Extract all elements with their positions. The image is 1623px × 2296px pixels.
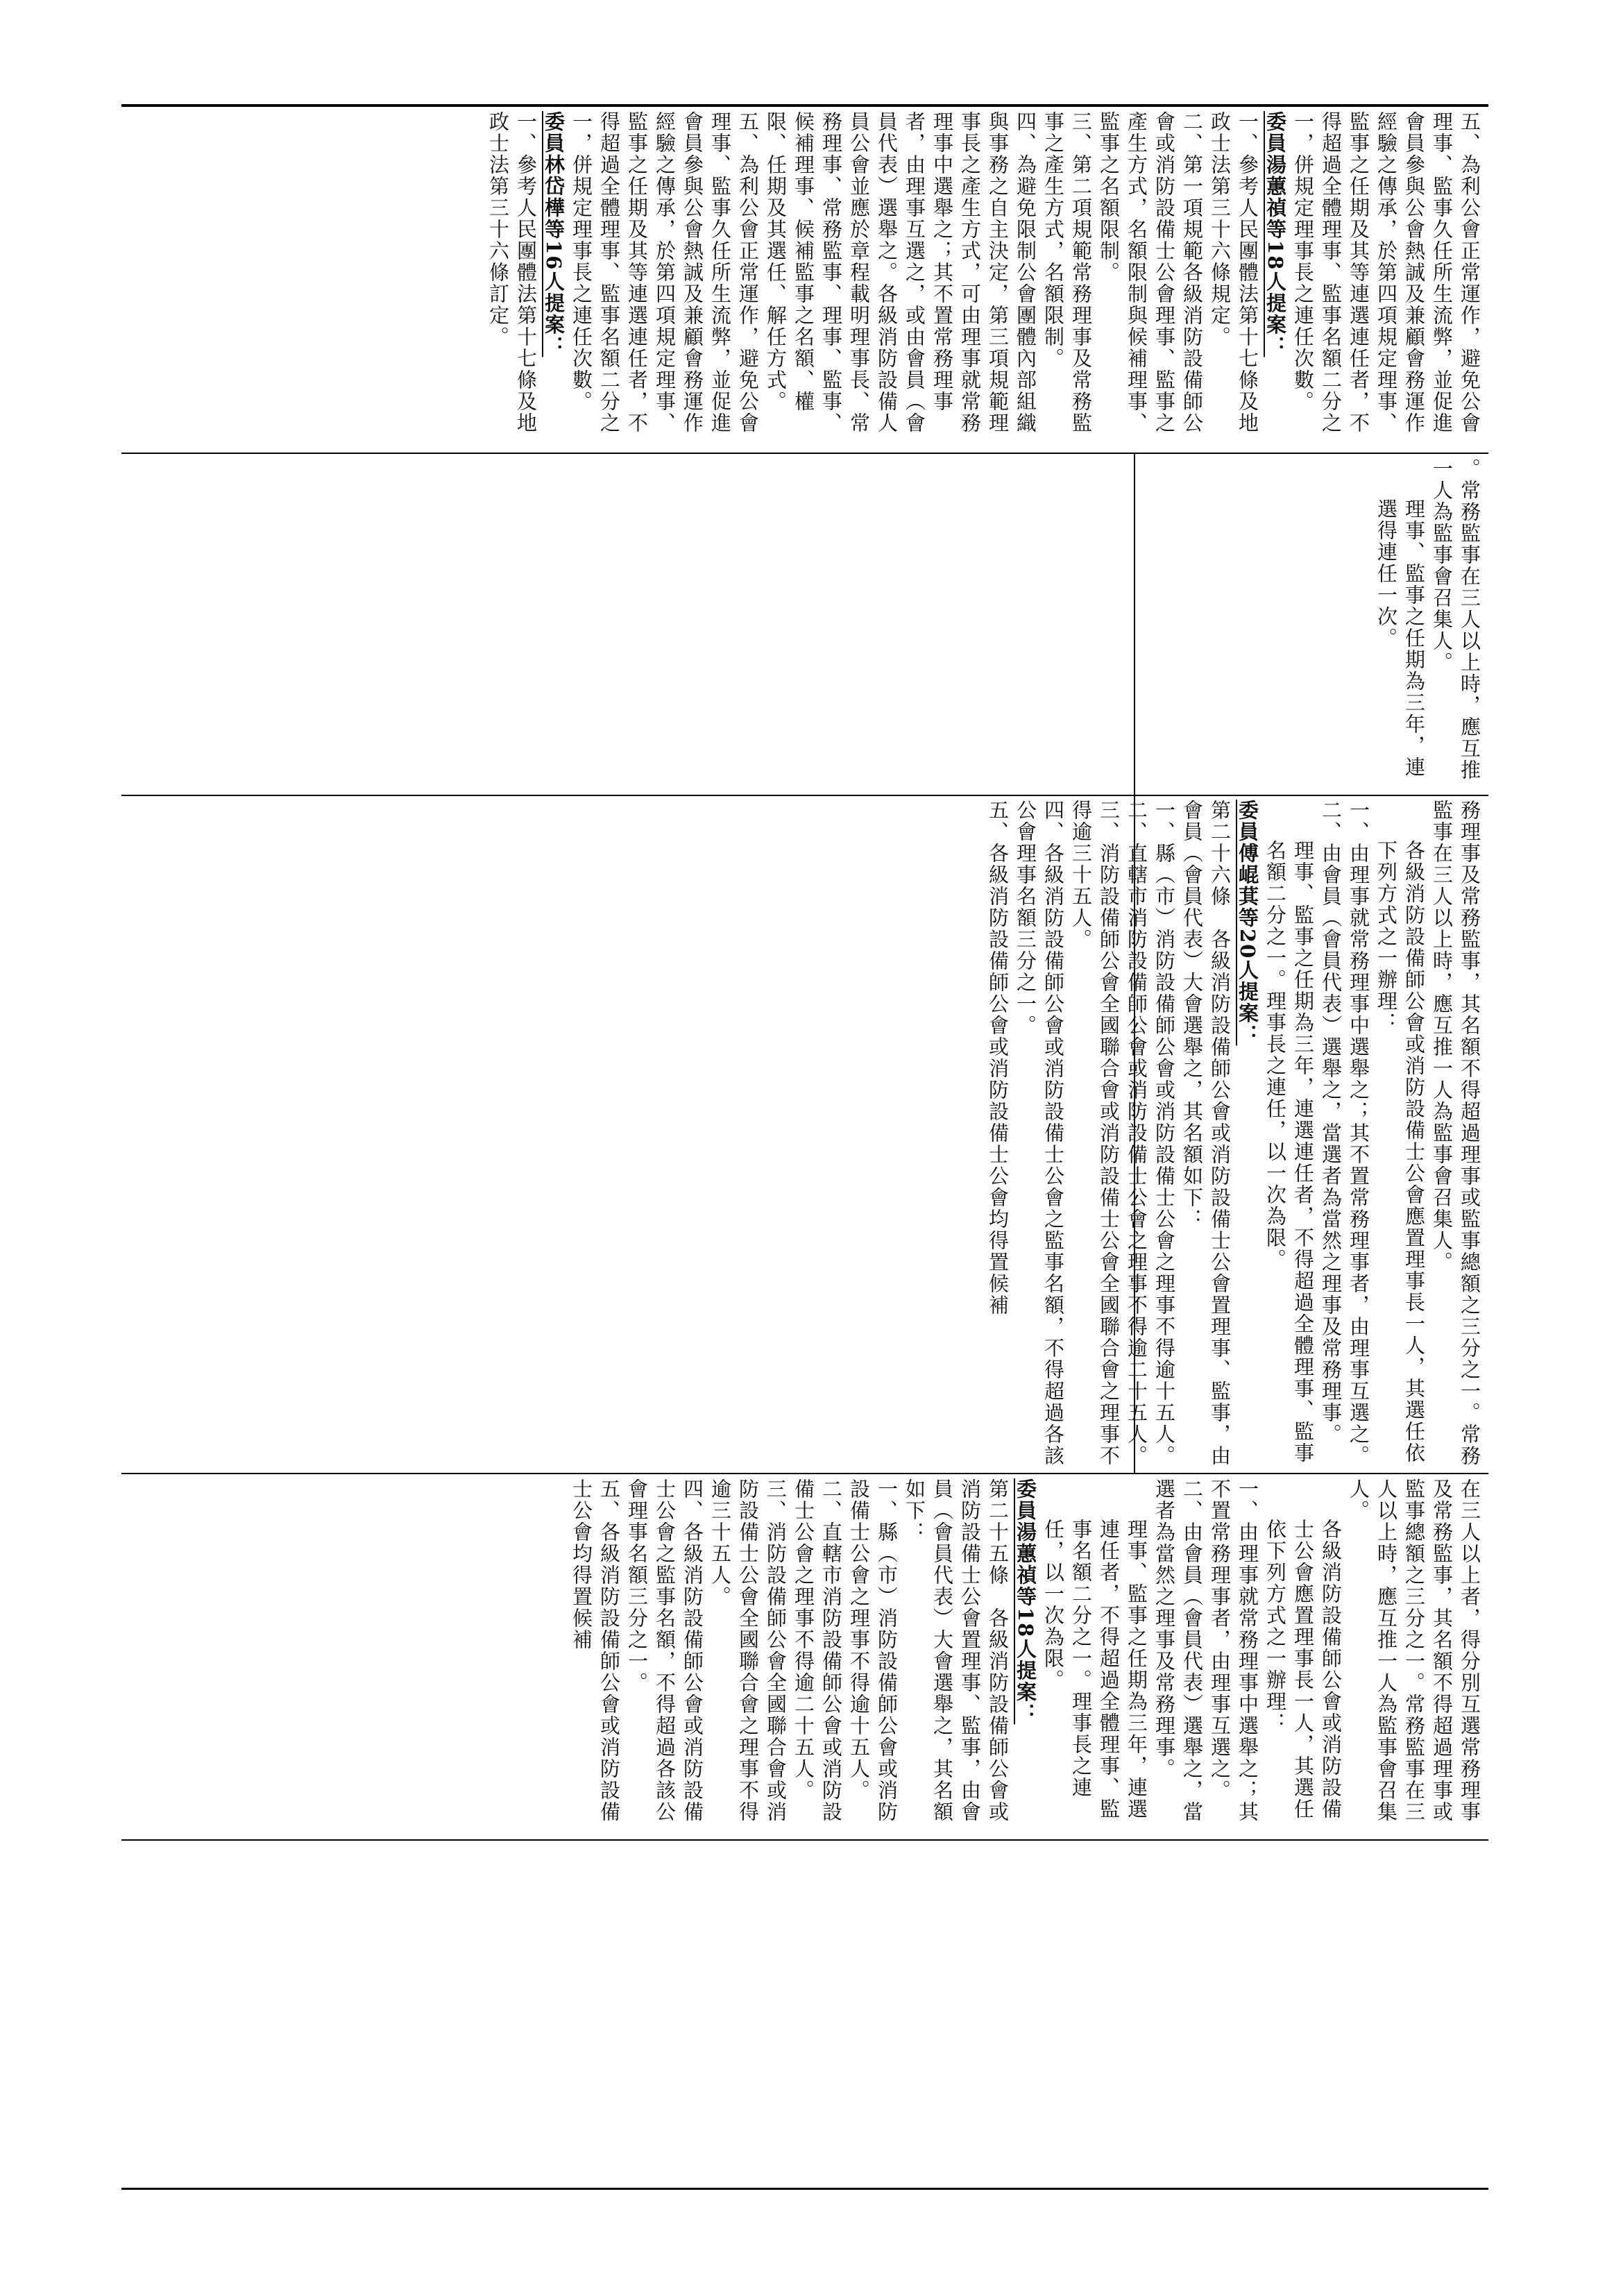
row-divider-left — [121, 1839, 1488, 1841]
para: 一、參考人民團體法第十七條及地政士法第三十六條規定。 — [1208, 111, 1259, 434]
proposal-text-1 — [568, 1478, 1484, 1836]
para: 在三人以上者，得分別互選常務理事及常務監事，其名額不得超過理事或監事總額之三分之一。常務監事在三人以上時，應互推一人為監事會召集人。 — [1347, 1478, 1481, 1823]
para: 。常務監事在三人以上時，應互推一人為監事會召集人。 — [1430, 458, 1481, 781]
proposal-column-1 — [124, 1478, 1484, 1836]
current-law-column — [124, 458, 1484, 791]
para: 四、為避免限制公會團體內部組織與事務之自主決定，第三項規範理事長之產生方式，可由理事就常務理事中選舉之；其不置常務理事者，由理事互選之，或由會員（會員代表）選舉之。各級消防設備人員公會並應於章程載明理事長、常務理事、常務監事、理事、監事、候補理事、候補監事之名額、權限、任期及其選任、解任方式。 — [764, 111, 1037, 434]
proposal-heading: 委員林岱樺等16人提案： — [542, 111, 566, 357]
para: 四、各級消防設備師公會或消防設備士公會之監事名額，不得超過各該公會理事名額三分之一。 — [625, 1478, 704, 1823]
current-law-text — [1373, 458, 1484, 791]
para: 理事、監事之任期為三年，連選得連任一次。 — [1375, 498, 1426, 778]
para: 各級消防設備師公會或消防設備士公會應置理事長一人，其選任依下列方式之一辦理： — [1375, 840, 1426, 1464]
para: 四、各級消防設備師公會或消防設備士公會之監事名額，不得超過各該公會理事名額三分之一。 — [1014, 800, 1065, 1467]
para: 一、參考人民團體法第十七條及地政士法第三十六條訂定。 — [486, 111, 538, 434]
explanation-text — [484, 111, 1484, 450]
para: 三、第二項規範常務理事及常務監事之產生方式，名額限制。 — [1042, 111, 1093, 434]
para: 理事、監事之任期為三年，連選連任者，不得超過全體理事、監事名額二分之一。理事長之連任，以一次為限。 — [1042, 1519, 1148, 1820]
para: 五、為利公會正常運作，避免公會理事、監事久任所生流弊，並促進會員參與公會熱誠及兼顧會務運作經驗之傳承，於第四項規定理事、監事之任期及其等連選連任者，不得超過全體理事、監事名額二分之一，併規定理事長之連任次數。 — [570, 111, 760, 434]
para: 第二十六條 各級消防設備師公會或消防設備士公會置理事、監事，由會員（會員代表）大會選舉之，其名額如下： — [1180, 800, 1232, 1467]
row-divider-right — [121, 453, 1488, 454]
para: 一、由理事就常務理事中選舉之；其不置常務理事者，由理事互選之。 — [1347, 800, 1370, 1467]
table-top-border — [121, 104, 1488, 107]
para: 務理事及常務監事，其名額不得超過理事或監事總額之三分之一。常務監事在三人以上時，應互推一人為監事會召集人。 — [1430, 800, 1481, 1467]
para: 五、各級消防設備師公會或消防設備士公會均得置候補 — [570, 1478, 621, 1823]
para: 五、各級消防設備師公會或消防設備士公會均得置候補 — [986, 800, 1010, 1316]
para: 理事、監事之任期為三年，連選連任者，不得超過全體理事、監事名額二分之一。理事長之連任，以一次為限。 — [1264, 840, 1315, 1464]
proposal-heading: 委員湯蕙禎等18人提案： — [1264, 111, 1287, 357]
table-bottom-border — [121, 2188, 1488, 2190]
para: 各級消防設備師公會或消防設備士公會應置理事長一人，其選任依下列方式之一辦理： — [1264, 1519, 1343, 1820]
row-divider-lower — [121, 1473, 1488, 1474]
para: 三、消防設備師公會全國聯合會或消防設備士公會全國聯合會之理事不得逾三十五人。 — [1069, 800, 1121, 1467]
para: 一、縣（市）消防設備師公會或消防設備士公會之理事不得逾十五人。 — [1153, 800, 1176, 1467]
para: 第二十五條 各級消防設備師公會或消防設備士公會置理事、監事，由會員（會員代表）大會選舉之，其名額如下： — [903, 1478, 1010, 1823]
proposal-heading: 委員湯蕙禎等18人提案： — [1014, 1478, 1037, 1725]
para: 二、第一項規範各級消防設備師公會或消防設備士公會理事、監事之產生方式，名額限制與候補理事、監事之名額限制。 — [1097, 111, 1204, 434]
row-divider-middle — [121, 795, 1488, 796]
proposal-text-2 — [984, 800, 1484, 1469]
para: 二、直轄市消防設備師公會或消防設備士公會之理事不得逾二十五人。 — [792, 1478, 843, 1823]
proposal-heading: 委員傅崐萁等20人提案： — [1236, 800, 1259, 1046]
explanation-column — [124, 111, 1484, 450]
para: 二、直轄市消防設備師公會或消防設備士公會之理事不得逾二十五人。 — [1125, 800, 1148, 1467]
para: 三、消防設備師公會全國聯合會或消防設備士公會全國聯合會之理事不得逾三十五人。 — [708, 1478, 788, 1823]
para: 五、為利公會正常運作，避免公會理事、監事久任所生流弊，並促進會員參與公會熱誠及兼顧會務運作經驗之傳承，於第四項規定理事、監事之任期及其等連選連任者，不得超過全體理事、監事名額二分之一，併規定理事長之連任次數。 — [1291, 111, 1481, 434]
proposal-column-2 — [124, 800, 1484, 1469]
para: 一、縣（市）消防設備師公會或消防設備士公會之理事不得逾十五人。 — [847, 1478, 899, 1823]
para: 二、由會員（會員代表）選舉之，當選者為當然之理事及常務理事。 — [1153, 1478, 1204, 1823]
para: 二、由會員（會員代表）選舉之，當選者為當然之理事及常務理事。 — [1319, 800, 1343, 1445]
para: 一、由理事就常務理事中選舉之；其不置常務理事者，由理事互選之。 — [1208, 1478, 1259, 1823]
